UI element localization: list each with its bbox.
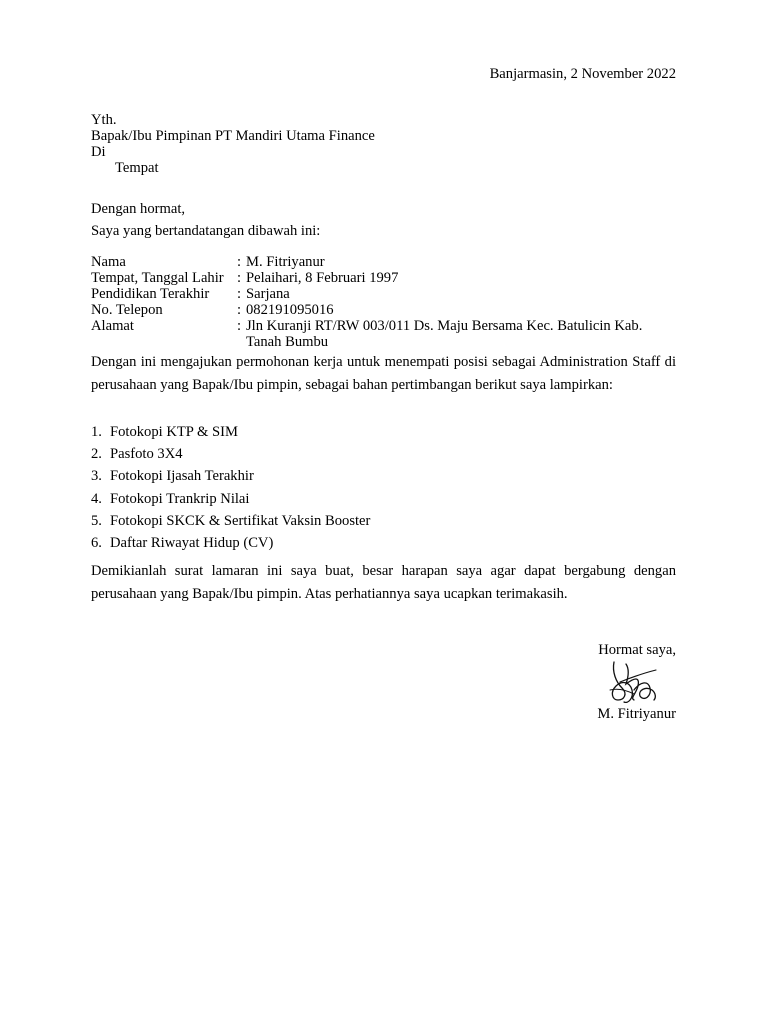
field-alamat [91, 318, 681, 350]
attachment-list [91, 421, 370, 554]
list-number: 4. [91, 490, 102, 507]
list-number: 2. [91, 446, 102, 463]
field-ttl [91, 270, 681, 286]
date-line: Banjarmasin, 2 November 2022 [489, 66, 676, 82]
recipient-di: Di [91, 144, 106, 160]
field-value: M. Fitriyanur [246, 254, 325, 270]
field-value: Sarjana [246, 286, 290, 302]
list-text: Fotokopi Ijasah Terakhir [110, 468, 254, 485]
field-colon: : [237, 318, 242, 334]
field-value: 082191095016 [246, 302, 334, 318]
field-value: Pelaihari, 8 Februari 1997 [246, 270, 399, 286]
list-number: 5. [91, 512, 102, 529]
list-item [91, 488, 370, 510]
field-pendidikan [91, 286, 681, 302]
list-text: Fotokopi SKCK & Sertifikat Vaksin Booster [110, 512, 371, 529]
field-telepon [91, 302, 681, 318]
field-label: No. Telepon [91, 302, 163, 318]
list-item [91, 465, 370, 487]
list-text: Fotokopi KTP & SIM [110, 424, 238, 440]
closing-salutation: Hormat saya, [598, 642, 676, 658]
list-item [91, 510, 370, 532]
list-number: 1. [91, 424, 102, 440]
list-text: Fotokopi Trankrip Nilai [110, 490, 250, 507]
field-value: Jln Kuranji RT/RW 003/011 Ds. Maju Bersama Kec. Batulicin Kab. Tanah Bumbu [246, 318, 643, 350]
field-nama [91, 254, 681, 270]
opening-block [91, 201, 676, 239]
field-colon: : [237, 270, 242, 286]
field-label: Pendidikan Terakhir [91, 286, 210, 302]
recipient-name: Bapak/Ibu Pimpinan PT Mandiri Utama Finance [91, 128, 375, 144]
field-colon: : [237, 286, 242, 302]
field-label: Alamat [91, 318, 134, 334]
intro-text: Saya yang bertandatangan dibawah ini: [91, 223, 321, 239]
field-label: Nama [91, 254, 126, 270]
list-item [91, 421, 370, 443]
applicant-details [91, 254, 681, 350]
recipient-block [91, 112, 676, 176]
list-item [91, 443, 370, 465]
closing-paragraph: Demikianlah surat lamaran ini saya buat, besar harapan saya agar dapat bergabung dengan perusahaan yang Bapak/Ibu pimpin. Atas perhatiannya saya ucapkan terimakasih. [91, 563, 676, 602]
field-label: Tempat, Tanggal Lahir [91, 270, 224, 286]
greeting: Dengan hormat, [91, 201, 186, 217]
signer-name: M. Fitriyanur [597, 706, 676, 722]
field-colon: : [237, 302, 242, 318]
list-number: 3. [91, 468, 102, 485]
recipient-salutation: Yth. [91, 112, 117, 128]
field-colon: : [237, 254, 242, 270]
body-paragraph: Dengan ini mengajukan permohonan kerja untuk menempati posisi sebagai Administration Staff di perusahaan yang Bapak/Ibu pimpin, sebagai bahan pertimbangan berikut saya lampirkan: [91, 354, 676, 393]
list-text: Daftar Riwayat Hidup (CV) [110, 535, 274, 552]
list-text: Pasfoto 3X4 [110, 446, 183, 463]
list-item [91, 532, 370, 554]
signature-icon [604, 660, 660, 706]
recipient-place: Tempat [115, 160, 159, 176]
list-number: 6. [91, 535, 102, 552]
